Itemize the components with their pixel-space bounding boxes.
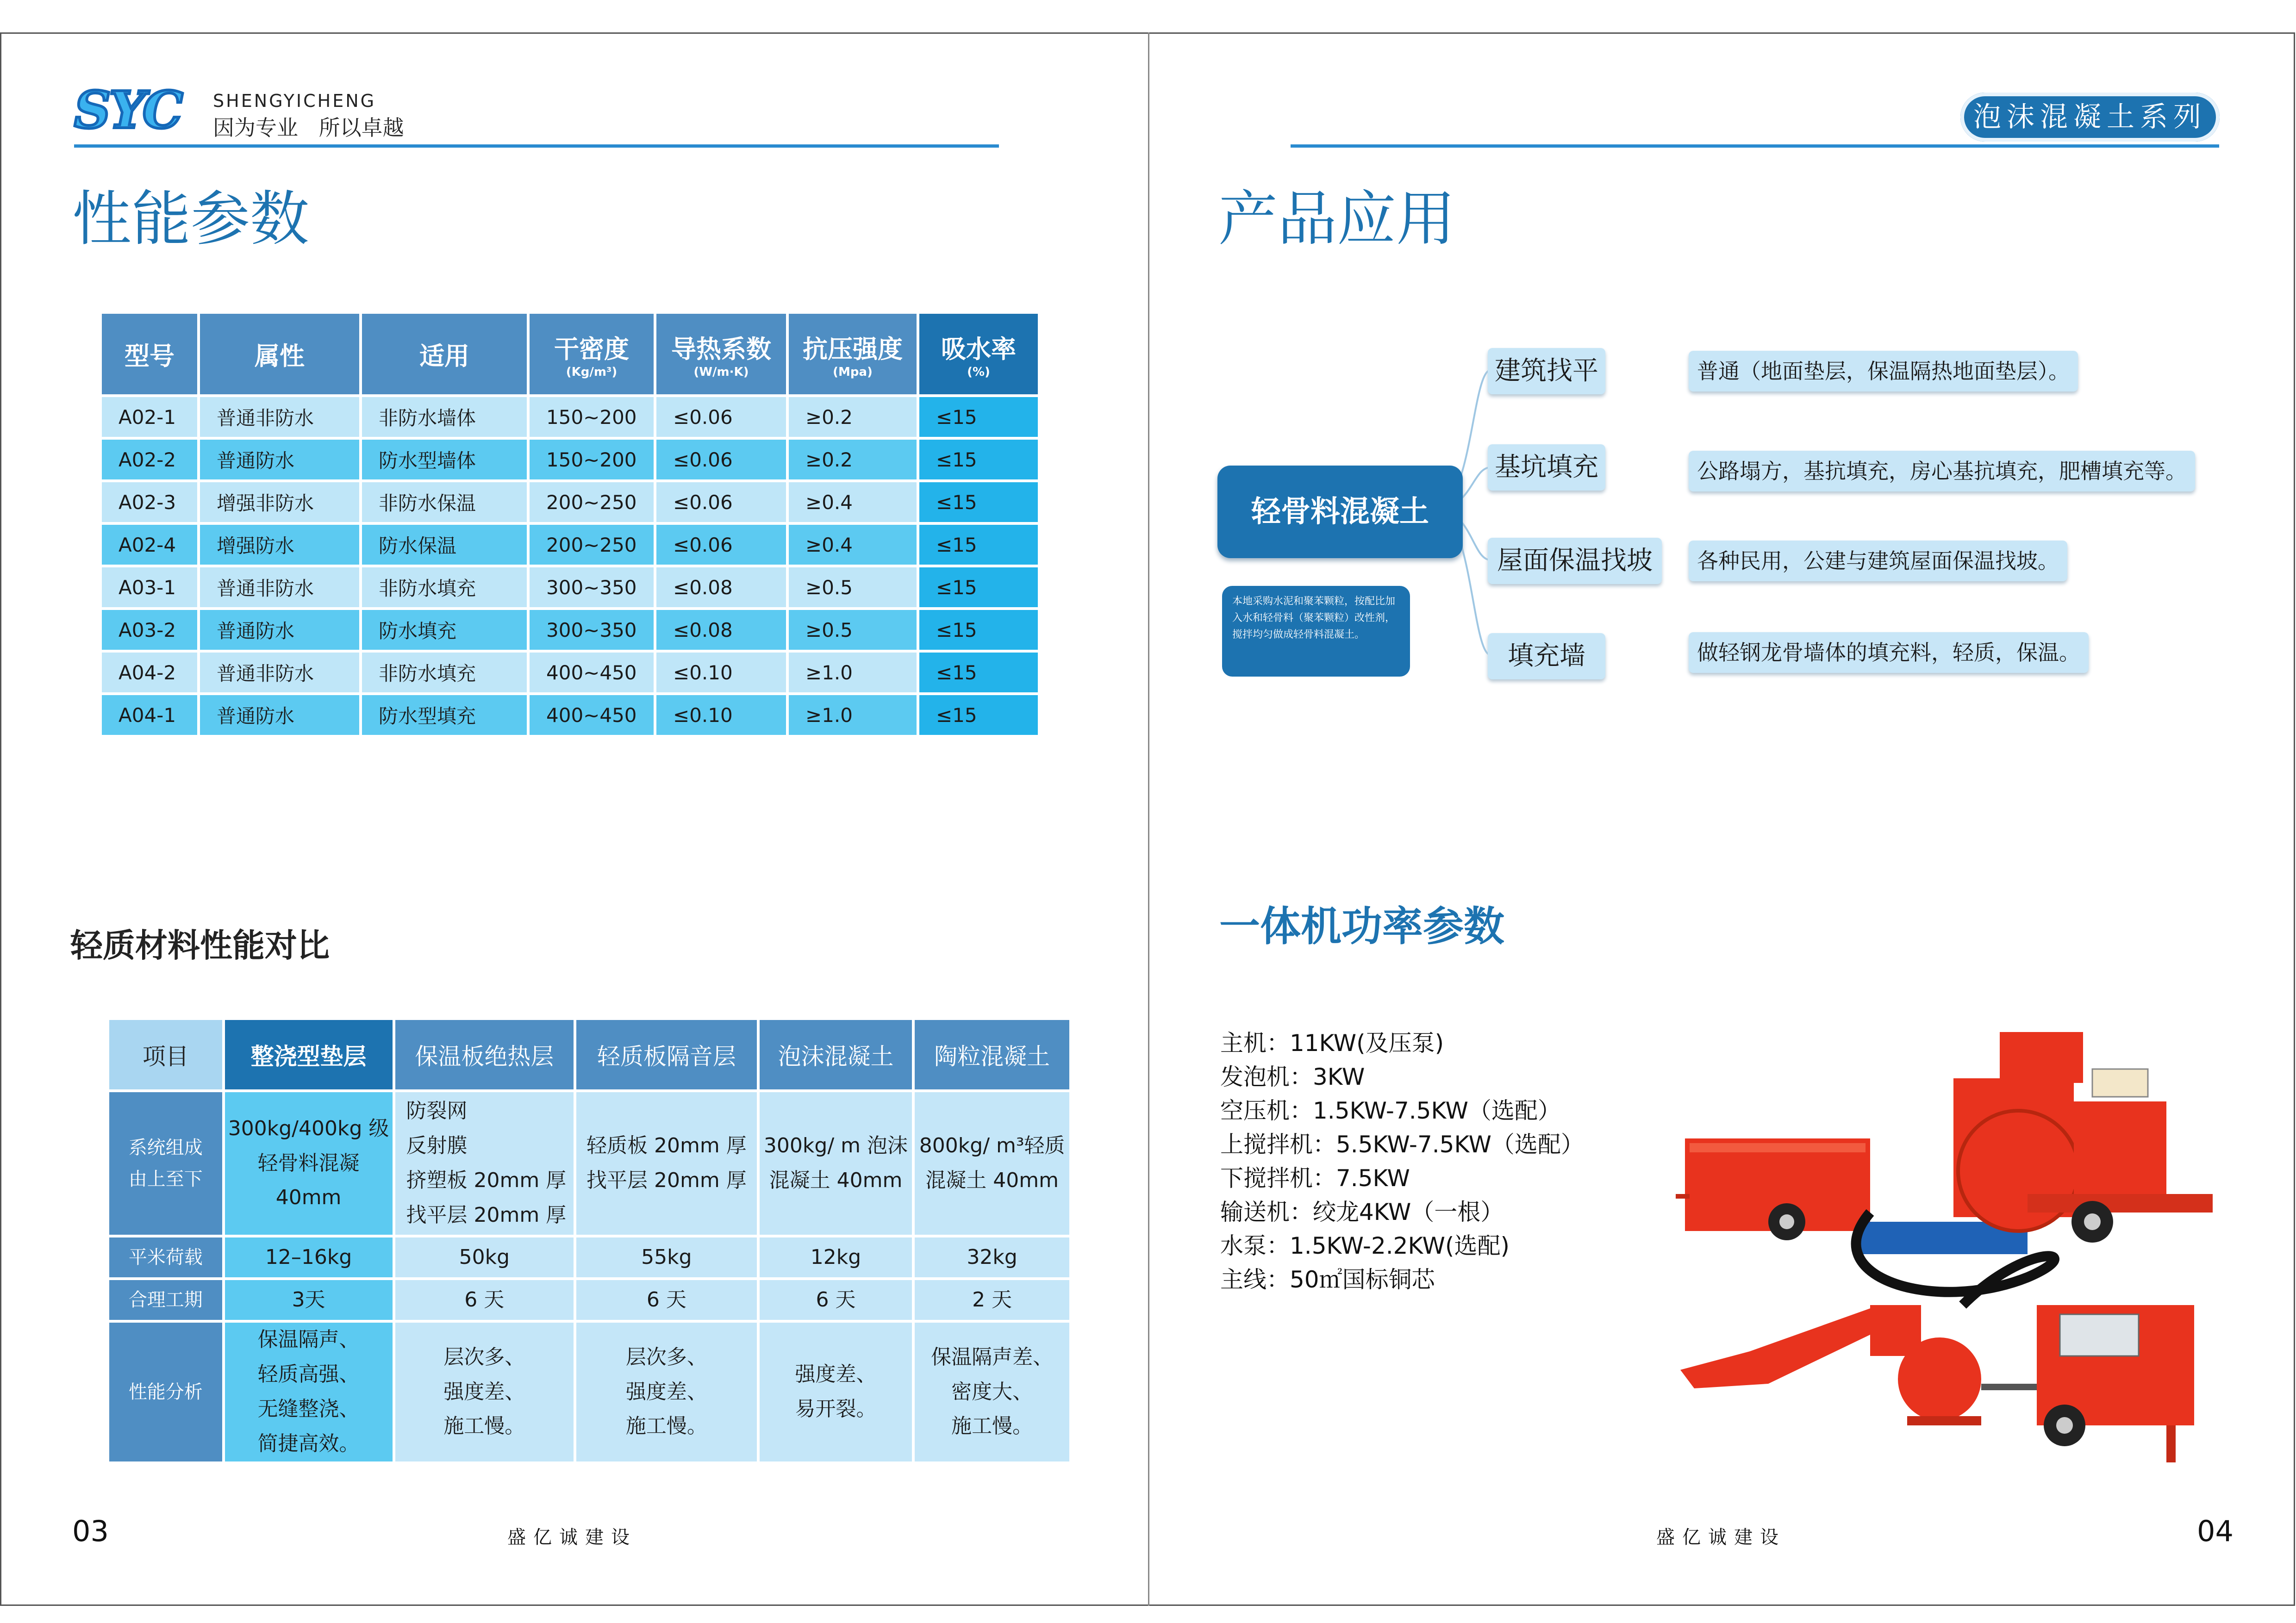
spec-line: 上搅拌机：5.5KW-7.5KW（选配） xyxy=(1220,1131,1584,1158)
power-spec-list xyxy=(1220,1026,1584,1297)
perf-cell: 200~250 xyxy=(530,482,654,522)
spec-line: 发泡机：3KW xyxy=(1220,1063,1365,1090)
table-row xyxy=(102,567,1038,607)
compare-table xyxy=(106,1017,1072,1464)
mixer-machine-image xyxy=(1676,1032,2213,1305)
brand-name-en: SHENGYICHENG xyxy=(213,91,376,111)
perf-cell: 普通非防水 xyxy=(200,567,359,607)
compare-row-label: 平米荷载 xyxy=(109,1237,222,1277)
perf-cell: A03-1 xyxy=(102,567,197,607)
compare-cell: 强度差、 易开裂。 xyxy=(760,1323,912,1461)
perf-cell: 非防水保温 xyxy=(362,482,527,522)
app-desc-1: 普通（地面垫层，保温隔热地面垫层）。 xyxy=(1689,351,2078,392)
perf-header-cell: 导热系数 (W/m·K) xyxy=(656,314,786,394)
compare-cell: 3天 xyxy=(225,1280,393,1320)
perf-cell: 非防水墙体 xyxy=(362,397,527,437)
compare-header-cell: 泡沫混凝土 xyxy=(760,1020,912,1089)
compare-header-cell: 保温板绝热层 xyxy=(395,1020,574,1089)
app-name-3: 屋面保温找坡 xyxy=(1488,538,1662,584)
compare-header-cell: 轻质板隔音层 xyxy=(576,1020,757,1089)
app-name-1: 建筑找平 xyxy=(1488,348,1605,394)
compare-cell: 6 天 xyxy=(576,1280,757,1320)
series-tag: 泡沫混凝土系列 xyxy=(1960,93,2220,142)
spec-line: 主机：11KW(及压泵) xyxy=(1220,1030,1444,1057)
brand-slogan: 因为专业 所以卓越 xyxy=(213,115,404,140)
perf-cell: 防水型填充 xyxy=(362,695,527,735)
perf-cell: ≤0.08 xyxy=(656,610,786,650)
perf-header-cell: 型号 xyxy=(102,314,197,394)
perf-cell: A02-2 xyxy=(102,440,197,479)
compare-cell: 层次多、 强度差、 施工慢。 xyxy=(395,1323,574,1461)
perf-cell: ≥0.2 xyxy=(789,397,917,437)
perf-header-cell: 适用 xyxy=(362,314,527,394)
perf-cell: ≤15 xyxy=(919,482,1038,522)
perf-cell: ≤15 xyxy=(919,695,1038,735)
pump-machine-image xyxy=(1680,1305,2194,1462)
compare-cell: 保温隔声、 轻质高强、 无缝整浇、 简捷高效。 xyxy=(225,1323,393,1461)
table-row xyxy=(102,610,1038,650)
perf-cell: A02-1 xyxy=(102,397,197,437)
perf-cell: 增强防水 xyxy=(200,525,359,565)
perf-cell: 400~450 xyxy=(530,695,654,735)
app-desc-4: 做轻钢龙骨墙体的填充料，轻质，保温。 xyxy=(1689,632,2089,673)
perf-cell: ≤15 xyxy=(919,440,1038,479)
perf-header-cell: 吸水率 (%) xyxy=(919,314,1038,394)
perf-cell: 增强非防水 xyxy=(200,482,359,522)
page-title-right: 产品应用 xyxy=(1218,185,1456,254)
compare-cell: 300kg/400kg 级 轻骨料混凝 40mm xyxy=(225,1092,393,1235)
perf-cell: ≤15 xyxy=(919,397,1038,437)
perf-cell: A04-1 xyxy=(102,695,197,735)
perf-cell: ≥0.2 xyxy=(789,440,917,479)
perf-cell: A02-3 xyxy=(102,482,197,522)
perf-cell: ≤0.06 xyxy=(656,525,786,565)
perf-cell: ≤15 xyxy=(919,610,1038,650)
table-row xyxy=(102,440,1038,479)
perf-cell: ≥1.0 xyxy=(789,653,917,692)
compare-cell: 55kg xyxy=(576,1237,757,1277)
perf-cell: 300~350 xyxy=(530,567,654,607)
perf-cell: 400~450 xyxy=(530,653,654,692)
perf-cell: ≤15 xyxy=(919,567,1038,607)
page-number-right: 04 xyxy=(2197,1514,2234,1548)
compare-cell: 轻质板 20mm 厚 找平层 20mm 厚 xyxy=(576,1092,757,1235)
compare-cell: 防裂网 反射膜 挤塑板 20mm 厚 找平层 20mm 厚 xyxy=(395,1092,574,1235)
perf-header-cell: 抗压强度 (Mpa) xyxy=(789,314,917,394)
perf-cell: ≤0.06 xyxy=(656,482,786,522)
perf-cell: 300~350 xyxy=(530,610,654,650)
perf-cell: A04-2 xyxy=(102,653,197,692)
perf-cell: ≤15 xyxy=(919,653,1038,692)
perf-cell: ≥0.4 xyxy=(789,482,917,522)
perf-cell: 200~250 xyxy=(530,525,654,565)
perf-cell: A03-2 xyxy=(102,610,197,650)
compare-cell: 层次多、 强度差、 施工慢。 xyxy=(576,1323,757,1461)
table-row xyxy=(102,482,1038,522)
spec-line: 空压机：1.5KW-7.5KW（选配） xyxy=(1220,1097,1561,1124)
perf-cell: 150~200 xyxy=(530,397,654,437)
compare-cell: 保温隔声差、 密度大、 施工慢。 xyxy=(915,1323,1069,1461)
perf-cell: 普通防水 xyxy=(200,695,359,735)
perf-cell: 普通防水 xyxy=(200,440,359,479)
compare-row-label: 合理工期 xyxy=(109,1280,222,1320)
compare-header-cell: 整浇型垫层 xyxy=(225,1020,393,1089)
page-title-left: 性能参数 xyxy=(72,185,310,254)
table-row xyxy=(102,397,1038,437)
perf-cell: 普通防水 xyxy=(200,610,359,650)
perf-cell: ≥1.0 xyxy=(789,695,917,735)
compare-cell: 6 天 xyxy=(395,1280,574,1320)
footer-left: 盛亿诚建设 xyxy=(507,1527,637,1548)
table-row xyxy=(109,1323,1069,1461)
compare-cell: 32kg xyxy=(915,1237,1069,1277)
compare-row-label: 性能分析 xyxy=(109,1323,222,1461)
spec-line: 输送机：绞龙4KW（一根） xyxy=(1220,1199,1504,1225)
page-fold xyxy=(1148,32,1149,1606)
perf-cell: ≤0.10 xyxy=(656,653,786,692)
compare-header-cell: 项目 xyxy=(109,1020,222,1089)
perf-cell: ≤0.06 xyxy=(656,397,786,437)
compare-cell: 300kg/ m 泡沫 混凝土 40mm xyxy=(760,1092,912,1235)
machine-photo xyxy=(1676,1018,2213,1481)
compare-cell: 12–16kg xyxy=(225,1237,393,1277)
compare-header-cell: 陶粒混凝土 xyxy=(915,1020,1069,1089)
perf-cell: 普通非防水 xyxy=(200,653,359,692)
perf-cell: ≤0.08 xyxy=(656,567,786,607)
perf-cell: ≤0.10 xyxy=(656,695,786,735)
app-name-2: 基坑填充 xyxy=(1488,444,1605,491)
perf-cell: ≤0.06 xyxy=(656,440,786,479)
perf-header-cell: 属性 xyxy=(200,314,359,394)
perf-cell: 普通非防水 xyxy=(200,397,359,437)
power-title: 一体机功率参数 xyxy=(1219,902,1505,950)
spec-line: 下搅拌机：7.5KW xyxy=(1220,1165,1410,1192)
perf-cell: 防水型墙体 xyxy=(362,440,527,479)
compare-cell: 6 天 xyxy=(760,1280,912,1320)
center-note: 本地采购水泥和聚苯颗粒，按配比加入水和轻骨料（聚苯颗粒）改性剂，搅拌均匀做成轻骨料混凝土。 xyxy=(1222,586,1410,677)
perf-cell: 150~200 xyxy=(530,440,654,479)
perf-cell: 防水填充 xyxy=(362,610,527,650)
perf-table xyxy=(99,311,1041,738)
table-row xyxy=(102,695,1038,735)
compare-cell: 50kg xyxy=(395,1237,574,1277)
header-rule-left xyxy=(74,144,999,148)
syc-logo: SYC xyxy=(74,80,181,140)
perf-cell: ≥0.5 xyxy=(789,567,917,607)
table-row xyxy=(109,1237,1069,1277)
perf-cell: ≥0.4 xyxy=(789,525,917,565)
app-desc-3: 各种民用，公建与建筑屋面保温找坡。 xyxy=(1689,541,2067,581)
center-label-bubble: 轻骨料混凝土 xyxy=(1217,466,1463,558)
compare-cell: 12kg xyxy=(760,1237,912,1277)
perf-cell: ≥0.5 xyxy=(789,610,917,650)
app-desc-2: 公路塌方，基抗填充，房心基抗填充，肥槽填充等。 xyxy=(1689,451,2195,491)
table-row xyxy=(102,525,1038,565)
footer-right: 盛亿诚建设 xyxy=(1656,1527,1786,1548)
compare-cell: 2 天 xyxy=(915,1280,1069,1320)
perf-cell: 非防水填充 xyxy=(362,567,527,607)
table-row xyxy=(102,653,1038,692)
perf-cell: ≤15 xyxy=(919,525,1038,565)
table-row xyxy=(109,1280,1069,1320)
perf-cell: 防水保温 xyxy=(362,525,527,565)
perf-cell: 非防水填充 xyxy=(362,653,527,692)
app-name-4: 填充墙 xyxy=(1488,633,1605,679)
perf-header-cell: 干密度 (Kg/m³) xyxy=(530,314,654,394)
header-rule-right xyxy=(1291,144,2219,148)
compare-row-label: 系统组成 由上至下 xyxy=(109,1092,222,1235)
compare-title: 轻质材料性能对比 xyxy=(70,927,330,964)
spec-line: 主线：50㎡国标铜芯 xyxy=(1220,1266,1435,1293)
perf-cell: A02-4 xyxy=(102,525,197,565)
spec-line: 水泵：1.5KW-2.2KW(选配) xyxy=(1220,1232,1510,1259)
table-row xyxy=(109,1092,1069,1235)
compare-cell: 800kg/ m³轻质 混凝土 40mm xyxy=(915,1092,1069,1235)
page-number-left: 03 xyxy=(72,1514,109,1548)
